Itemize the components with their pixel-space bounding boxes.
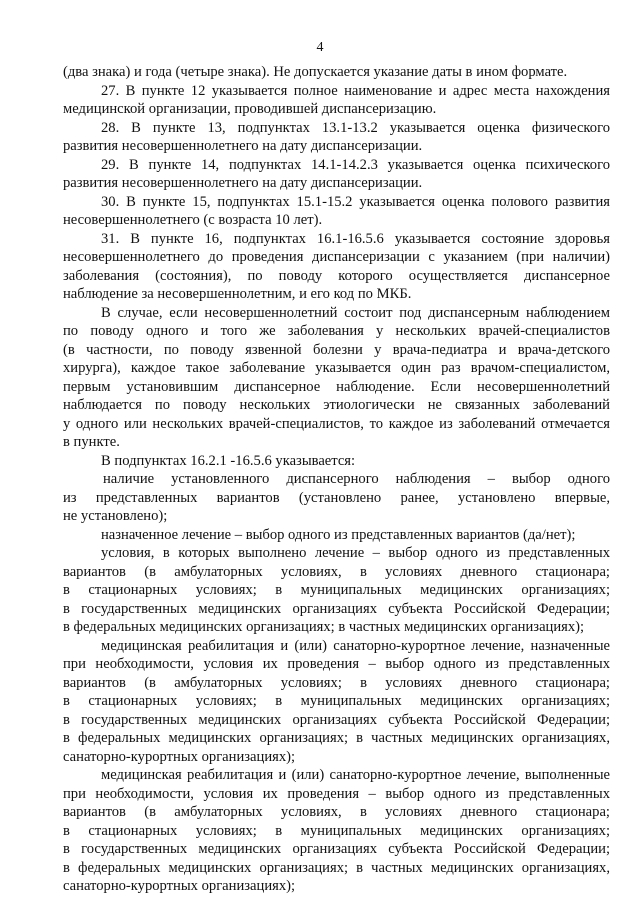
text-line: (два знака) и года (четыре знака). Не допускается указание даты в ином формате.	[63, 64, 568, 80]
text-line: вариантов (в амбулаторных условиях, в условиях дневного стационара;	[63, 804, 610, 820]
text-line: в пункте.	[63, 434, 120, 450]
text-line: В случае, если несовершеннолетний состоит под диспансерным наблюдением	[101, 304, 610, 321]
document-text	[63, 63, 610, 896]
text-line: хирурга), каждое такое заболевание указывается один раз врачом-специалистом,	[63, 360, 610, 376]
text-line: несовершеннолетнего до проведения диспансеризации с указанием (при наличии)	[63, 249, 610, 265]
text-line: медицинская реабилитация и (или) санаторно-курортное лечение, назначенные	[101, 637, 610, 654]
text-line: 27. В пункте 12 указывается полное наименование и адрес места нахождения	[101, 82, 610, 99]
text-line: условия, в которых выполнено лечение – выбор одного из представленных	[101, 545, 610, 561]
text-line: в федеральных медицинских организациях; в частных медицинских организациях,	[63, 859, 610, 876]
text-line: в государственных медицинских организациях субъекта Российской Федерации;	[63, 841, 610, 857]
text-line: развития несовершеннолетнего на дату диспансеризации.	[63, 175, 423, 191]
text-line: санаторно-курортных организациях);	[63, 748, 296, 765]
text-line: (в частности, по поводу язвенной болезни у врача-педиатра и врача-детского	[63, 341, 610, 358]
text-line: из представленных вариантов (установлено ранее, установлено впервые,	[63, 489, 610, 506]
text-line: первым установившим диспансерное наблюдение. Если несовершеннолетний	[63, 378, 610, 395]
text-line: 30. В пункте 15, подпунктах 15.1-15.2 указывается оценка полового развития	[101, 193, 610, 210]
text-line: в федеральных медицинских организациях; в частных медицинских организациях);	[63, 619, 585, 635]
text-line: в стационарных условиях; в муниципальных медицинских организациях;	[63, 693, 610, 709]
text-line: наличие установленного диспансерного наблюдения – выбор одного	[103, 471, 610, 487]
text-line: медицинская реабилитация и (или) санаторно-курортное лечение, выполненные	[101, 767, 610, 783]
text-line: санаторно-курортных организациях);	[63, 878, 296, 894]
text-line: в государственных медицинских организациях субъекта Российской Федерации;	[63, 600, 610, 617]
text-line: у одного или нескольких врачей-специалистов, то каждое из заболеваний отмечается	[63, 415, 610, 432]
page-number: 4	[316, 40, 324, 55]
text-line: в стационарных условиях; в муниципальных медицинских организациях;	[63, 822, 610, 839]
text-line: медицинской организации, проводившей диспансеризацию.	[63, 101, 437, 117]
text-line: в стационарных условиях; в муниципальных медицинских организациях;	[63, 582, 610, 598]
text-line: вариантов (в амбулаторных условиях, в условиях дневного стационара;	[63, 563, 610, 580]
text-line: в государственных медицинских организациях субъекта Российской Федерации;	[63, 711, 610, 728]
text-line: по поводу одного и того же заболевания у нескольких врачей-специалистов	[63, 323, 610, 339]
text-line: 29. В пункте 14, подпунктах 14.1-14.2.3 указывается оценка психического	[101, 156, 610, 173]
text-line: вариантов (в амбулаторных условиях; в условиях дневного стационара;	[63, 674, 610, 691]
text-line: заболевания (состояния), по поводу которого осуществляется диспансерное	[63, 267, 610, 284]
text-line: наблюдается по поводу нескольких этиологически не связанных заболеваний	[63, 397, 610, 413]
text-line: 31. В пункте 16, подпунктах 16.1-16.5.6 указывается состояние здоровья	[101, 230, 610, 247]
text-line: при необходимости, условия их проведения – выбор одного из представленных	[63, 785, 610, 802]
text-line: не установлено);	[63, 508, 168, 524]
text-line: развития несовершеннолетнего на дату диспансеризации.	[63, 138, 423, 154]
text-line: 28. В пункте 13, подпунктах 13.1-13.2 указывается оценка физического	[101, 119, 610, 136]
text-line: В подпунктах 16.2.1 -16.5.6 указывается:	[101, 452, 356, 469]
text-line: в федеральных медицинских организациях; в частных медицинских организациях,	[63, 730, 610, 746]
text-line: наблюдение за несовершеннолетним, и его код по МКБ.	[63, 286, 412, 302]
text-line: несовершеннолетнего (с возраста 10 лет).	[63, 212, 323, 228]
text-line: при необходимости, условия их проведения – выбор одного из представленных	[63, 656, 610, 672]
text-line: назначенное лечение – выбор одного из представленных вариантов (да/нет);	[101, 526, 576, 543]
